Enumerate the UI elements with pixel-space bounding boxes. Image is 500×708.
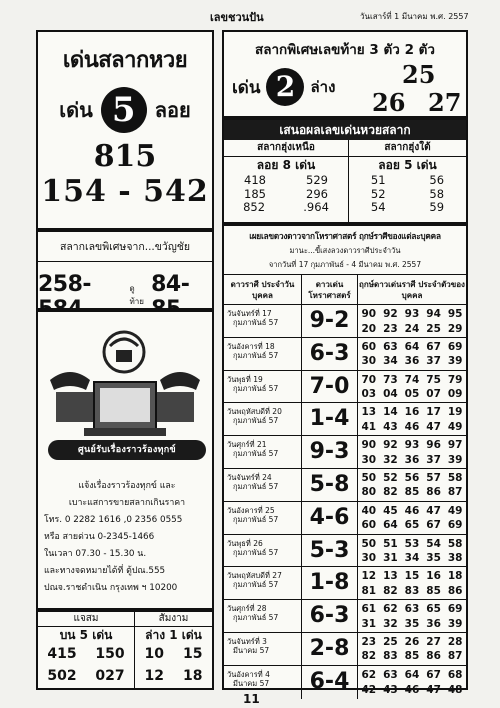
lucky-number: 60 <box>361 519 377 532</box>
lucky-number: 82 <box>383 584 398 597</box>
lucky-number: 35 <box>404 617 420 630</box>
lucky-number: 85 <box>426 584 441 597</box>
horoscope-row <box>224 436 466 469</box>
special-last-digits-box <box>222 30 468 118</box>
lucky-number: 67 <box>426 340 441 353</box>
lucky-number: 03 <box>361 388 377 401</box>
contact-line-4: หรือ สายด่วน 0-2345-1466 <box>44 532 155 542</box>
lucky-number: 82 <box>361 650 377 663</box>
horoscope-subtitle: มานะ...ขี้เสงลวงดาวราศีประจำวัน <box>289 246 401 255</box>
horoscope-row <box>224 403 466 436</box>
lucky-number: 79 <box>447 373 463 386</box>
contact-line-7: ปณจ.ราชดำเนิน กรุงเทพ ฯ 10200 <box>44 583 178 593</box>
lucky-number: 09 <box>447 388 463 401</box>
horoscope-day-month: กุมภาพันธ์ 57 <box>233 449 279 459</box>
lucky-number: 93 <box>404 308 420 320</box>
den-digit: 5 <box>111 90 136 130</box>
lucky-number: 29 <box>447 322 463 335</box>
jaesom-r1c2: 150 <box>95 646 125 662</box>
horoscope-day-name: วันจันทร์ที่ 17 <box>227 309 272 318</box>
horoscope-lucky-numbers <box>358 403 466 435</box>
lucky-number: 56 <box>404 471 420 484</box>
lucky-number: 68 <box>447 668 463 681</box>
lucky-number: 81 <box>361 584 377 597</box>
horoscope-day-name: วันพฤหัสบดีที่ 27 <box>227 571 282 581</box>
lucky-number: 54 <box>426 537 441 550</box>
horoscope-day <box>224 305 302 337</box>
lucky-number: 18 <box>447 570 463 583</box>
lucky-number: 45 <box>383 504 398 517</box>
somngam-sub: ล่าง 1 เด่น <box>145 628 202 642</box>
somngam-r1c2: 15 <box>183 646 203 662</box>
lucky-number: 46 <box>404 683 420 696</box>
jaesom-column <box>38 612 134 687</box>
jaesom-r2c2: 027 <box>95 668 125 684</box>
north-r2c1: 185 <box>244 186 266 201</box>
lottery-results-banner: เสนอผลเลขเด่นหวยสลาก <box>224 120 466 140</box>
north-r1c2: 529 <box>306 173 328 187</box>
lucky-number: 85 <box>404 650 420 663</box>
horoscope-star-pair: 2-8 <box>302 633 358 665</box>
lucky-number: 86 <box>447 584 463 597</box>
lucky-number: 13 <box>383 570 398 583</box>
south-r2c1: 52 <box>370 186 386 201</box>
north-r3c1: 852 <box>243 200 266 214</box>
lucky-number: 69 <box>447 603 463 616</box>
horoscope-row <box>224 305 466 338</box>
lucky-number: 51 <box>383 537 398 550</box>
horoscope-star-pair: 5-3 <box>302 535 358 567</box>
lucky-number: 23 <box>361 635 377 648</box>
lucky-number: 48 <box>447 683 463 696</box>
lucky-number: 25 <box>426 322 441 335</box>
lucky-number: 87 <box>447 650 463 663</box>
lucky-number: 70 <box>361 373 377 386</box>
lucky-number: 82 <box>383 486 398 499</box>
lucky-number: 96 <box>426 439 441 452</box>
horoscope-day-month: กุมภาพันธ์ 57 <box>233 318 279 327</box>
lucky-number: 36 <box>404 355 420 368</box>
horoscope-day-month: กุมภาพันธ์ 57 <box>233 613 279 623</box>
horoscope-day-month: มีนาคม 57 <box>233 678 270 688</box>
horoscope-day <box>224 502 302 534</box>
horoscope-star-pair: 5-8 <box>302 469 358 501</box>
horoscope-star-pair: 6-3 <box>302 600 358 632</box>
lucky-number: 31 <box>361 617 377 630</box>
horoscope-day-month: กุมภาพันธ์ 57 <box>233 580 279 590</box>
lucky-number: 15 <box>404 570 420 583</box>
jaesom-title: แจสม <box>38 612 134 627</box>
horoscope-day-month: กุมภาพันธ์ 57 <box>233 547 279 557</box>
somngam-title: สัมงาม <box>135 612 212 627</box>
lucky-number: 42 <box>361 683 377 696</box>
lucky-number: 19 <box>447 406 463 419</box>
pair-numbers: 154 - 542 <box>41 174 209 209</box>
lucky-number: 39 <box>447 355 463 368</box>
lucky-number: 83 <box>404 584 420 597</box>
horoscope-row <box>224 666 466 699</box>
lucky-number: 57 <box>426 471 441 484</box>
horoscope-day <box>224 436 302 468</box>
lucky-number: 31 <box>383 552 398 565</box>
somngam-r2c1: 12 <box>144 668 164 684</box>
lucky-number: 65 <box>426 603 441 616</box>
lucky-number: 34 <box>383 355 398 368</box>
lucky-number: 04 <box>383 388 398 401</box>
contact-line-6: และทางจดหมายได้ที่ ตู้ปณ.555 <box>44 566 166 576</box>
publication-title: เลขชวนปัน <box>210 11 264 24</box>
lower-number-1: 25 <box>402 60 436 89</box>
contact-line-1: แจ้งเรื่องราวร้องทุกข์ และ <box>78 481 176 491</box>
horoscope-day <box>224 371 302 403</box>
right-den-digit: 2 <box>275 70 296 103</box>
south-lottery-column <box>349 140 466 215</box>
lucky-number: 41 <box>361 420 377 433</box>
lucky-number: 47 <box>426 504 441 517</box>
south-r2c2: 58 <box>429 186 445 201</box>
lucky-number: 65 <box>404 519 420 532</box>
telephone-computer-icon <box>44 320 206 458</box>
horoscope-day-month: กุมภาพันธ์ 57 <box>233 481 279 491</box>
lottery-highlight-title: เด่นสลากหวย <box>62 48 188 73</box>
horoscope-row <box>224 338 466 371</box>
lucky-number: 25 <box>383 635 398 648</box>
lucky-number: 13 <box>361 406 377 419</box>
page-number: 11 <box>243 692 260 706</box>
special-last-digits-title: สลากพิเศษเลขท้าย 3 ตัว 2 ตัว <box>254 42 436 58</box>
south-lottery-sub: ลอย 5 เด่น <box>378 158 437 172</box>
horoscope-day-name: วันพุธที่ 26 <box>227 538 263 548</box>
tail-label: ดูท้าย <box>129 284 144 306</box>
horoscope-title: เผยเลขดวงดาวจากโหราศาสตร์ ฤกษ์ราศีของแต่ละบุคคล <box>249 231 441 241</box>
lucky-number: 39 <box>447 453 463 466</box>
horoscope-day-name: วันศุกร์ที่ 21 <box>227 440 267 450</box>
lucky-number: 74 <box>404 373 420 386</box>
lucky-number: 36 <box>404 453 420 466</box>
somngam-r1c1: 10 <box>144 646 164 662</box>
lucky-number: 69 <box>447 519 463 532</box>
lang-label: ล่าง <box>310 78 336 96</box>
lucky-number: 92 <box>383 439 398 452</box>
lucky-number: 58 <box>447 537 463 550</box>
lucky-number: 53 <box>404 537 420 550</box>
lucky-number: 52 <box>383 471 398 484</box>
horoscope-row <box>224 633 466 666</box>
horoscope-day <box>224 666 302 699</box>
lucky-number: 94 <box>426 308 441 320</box>
jaesom-r2c1: 502 <box>47 668 77 684</box>
horoscope-day-name: วันอังคารที่ 18 <box>227 341 275 351</box>
right-den-label: เด่น <box>232 77 261 98</box>
horoscope-rows <box>224 305 466 699</box>
special-kwanchai-title: สลากเลขพิเศษจาก...ขวัญชัย <box>38 238 212 262</box>
lucky-number: 16 <box>404 406 420 419</box>
horoscope-day <box>224 535 302 567</box>
horoscope-day-name: วันศุกร์ที่ 28 <box>227 604 267 614</box>
loi-label: ลอย <box>154 98 191 122</box>
horoscope-star-pair: 9-2 <box>302 305 358 337</box>
horoscope-table-box <box>222 224 468 696</box>
horoscope-lucky-numbers <box>358 305 466 337</box>
lucky-number: 63 <box>383 340 398 353</box>
lucky-number: 24 <box>404 322 420 335</box>
lucky-number: 86 <box>426 650 441 663</box>
lucky-number: 23 <box>383 322 398 335</box>
lucky-number: 32 <box>383 617 398 630</box>
lucky-number: 27 <box>426 635 441 648</box>
lucky-number: 46 <box>404 504 420 517</box>
horoscope-star-pair: 6-4 <box>302 666 358 699</box>
horoscope-row <box>224 567 466 600</box>
horoscope-lucky-numbers <box>358 338 466 370</box>
lucky-number: 92 <box>383 308 398 320</box>
bottom-left-numbers-box <box>36 610 214 690</box>
lucky-number: 63 <box>404 603 420 616</box>
lucky-number: 64 <box>404 340 420 353</box>
lucky-number: 49 <box>447 420 463 433</box>
contact-line-3: โทร. 0 2282 1616 ,0 2356 0555 <box>44 515 183 525</box>
lucky-number: 80 <box>361 486 377 499</box>
lucky-number: 64 <box>383 519 398 532</box>
horoscope-day-name: วันจันทร์ที่ 24 <box>227 472 272 482</box>
lucky-number: 50 <box>361 471 377 484</box>
col-header-day: ดาวราศี ประจำวันบุคคล <box>224 275 302 304</box>
lucky-number: 67 <box>426 668 441 681</box>
lucky-number: 40 <box>361 504 377 517</box>
contact-line-2: เบาะแสการขายสลากเกินราคา <box>68 498 186 508</box>
lucky-number: 83 <box>383 650 398 663</box>
lucky-number: 49 <box>447 504 463 517</box>
lucky-number: 37 <box>426 453 441 466</box>
horoscope-star-pair: 7-0 <box>302 371 358 403</box>
horoscope-lucky-numbers <box>358 371 466 403</box>
horoscope-date-range: จากวันที่ 17 กุมภาพันธ์ - 4 มีนาคม พ.ศ. 2557 <box>224 259 466 275</box>
complaint-center-banner: ศูนย์รับเรื่องราวร้องทุกข์ <box>48 440 206 460</box>
horoscope-lucky-numbers <box>358 633 466 665</box>
lucky-number: 43 <box>383 683 398 696</box>
contact-line-5: ในเวลา 07.30 - 15.30 น. <box>44 549 147 559</box>
horoscope-day-name: วันจันทร์ที่ 3 <box>227 636 267 646</box>
horoscope-star-pair: 1-8 <box>302 567 358 599</box>
south-lottery-title: สลากฮุ่งใต้ <box>349 140 466 157</box>
lucky-number: 39 <box>447 617 463 630</box>
horoscope-row <box>224 469 466 502</box>
lucky-number: 43 <box>383 420 398 433</box>
den-label: เด่น <box>59 98 93 122</box>
somngam-column <box>135 612 212 687</box>
horoscope-day-name: วันอังคารที่ 25 <box>227 505 275 515</box>
lucky-number: 35 <box>426 552 441 565</box>
horoscope-day-name: วันพุธที่ 19 <box>227 374 263 384</box>
horoscope-lucky-numbers <box>358 469 466 501</box>
lucky-number: 34 <box>404 552 420 565</box>
lucky-number: 26 <box>404 635 420 648</box>
horoscope-star-pair: 9-3 <box>302 436 358 468</box>
horoscope-lucky-numbers <box>358 535 466 567</box>
lucky-number: 37 <box>426 355 441 368</box>
lucky-number: 20 <box>361 322 377 335</box>
lucky-number: 17 <box>426 406 441 419</box>
lower-number-3: 27 <box>428 88 462 117</box>
lucky-number: 87 <box>447 486 463 499</box>
lucky-number: 86 <box>426 486 441 499</box>
lucky-number: 46 <box>404 420 420 433</box>
lucky-number: 58 <box>447 471 463 484</box>
lucky-number: 12 <box>361 570 377 583</box>
jaesom-sub: บน 5 เด่น <box>59 628 113 642</box>
lucky-number: 16 <box>426 570 441 583</box>
south-r3c2: 59 <box>429 200 445 214</box>
lucky-number: 47 <box>426 420 441 433</box>
lucky-number: 73 <box>383 373 398 386</box>
lottery-highlight-box <box>36 30 214 230</box>
lucky-number: 30 <box>361 355 377 368</box>
horoscope-star-pair: 4-6 <box>302 502 358 534</box>
horoscope-star-pair: 1-4 <box>302 403 358 435</box>
horoscope-star-pair: 6-3 <box>302 338 358 370</box>
den-digit-circle <box>101 87 147 133</box>
lucky-number: 61 <box>361 603 377 616</box>
lucky-number: 30 <box>361 453 377 466</box>
south-r1c2: 56 <box>429 173 445 187</box>
lucky-number: 30 <box>361 552 377 565</box>
three-digit-number: 815 <box>93 139 157 174</box>
horoscope-header-row <box>224 275 466 305</box>
horoscope-lucky-numbers <box>358 666 466 699</box>
lucky-number: 95 <box>447 308 463 320</box>
lucky-number: 50 <box>361 537 377 550</box>
lucky-number: 32 <box>383 453 398 466</box>
lucky-number: 64 <box>404 668 420 681</box>
lucky-number: 85 <box>404 486 420 499</box>
horoscope-day-month: กุมภาพันธ์ 57 <box>233 514 279 524</box>
horoscope-row <box>224 600 466 633</box>
lucky-number: 07 <box>426 388 441 401</box>
complaint-center-advert <box>36 310 214 610</box>
lucky-number: 62 <box>361 668 377 681</box>
north-r3c2: .964 <box>303 200 329 214</box>
right-den-circle <box>266 68 304 106</box>
lucky-number: 28 <box>447 635 463 648</box>
lottery-results-box <box>222 118 468 224</box>
col-header-lucky: ฤกษ์ดาวเด่นราศี ประจำตัวของบุคคล <box>359 280 465 300</box>
issue-date: วันเสาร์ที่ 1 มีนาคม พ.ศ. 2557 <box>360 12 469 21</box>
horoscope-day-name: วันอังคารที่ 4 <box>227 669 270 679</box>
north-lottery-sub: ลอย 8 เด่น <box>256 158 316 172</box>
horoscope-day-name: วันพฤหัสบดีที่ 20 <box>227 407 282 417</box>
horoscope-day <box>224 338 302 370</box>
horoscope-day-month: มีนาคม 57 <box>233 645 270 655</box>
lucky-number: 63 <box>383 668 398 681</box>
page-header <box>0 0 500 24</box>
special-kwanchai-box <box>36 230 214 310</box>
horoscope-day <box>224 403 302 435</box>
north-r1c1: 418 <box>244 173 266 187</box>
horoscope-row <box>224 535 466 568</box>
lucky-number: 90 <box>361 308 377 320</box>
horoscope-day <box>224 469 302 501</box>
horoscope-lucky-numbers <box>358 600 466 632</box>
horoscope-lucky-numbers <box>358 502 466 534</box>
lower-number-2: 26 <box>372 88 406 117</box>
horoscope-day-month: กุมภาพันธ์ 57 <box>233 383 279 393</box>
lucky-number: 69 <box>447 340 463 353</box>
lucky-number: 75 <box>426 373 441 386</box>
lucky-number: 47 <box>426 683 441 696</box>
north-r2c2: 296 <box>306 186 328 201</box>
horoscope-day <box>224 633 302 665</box>
south-r3c1: 54 <box>370 200 386 214</box>
horoscope-day <box>224 567 302 599</box>
lucky-number: 62 <box>383 603 398 616</box>
complaint-contact-lines <box>44 478 210 597</box>
tail-value: 84- <box>151 272 190 297</box>
somngam-r2c2: 18 <box>183 668 203 684</box>
jaesom-r1c1: 415 <box>47 646 77 662</box>
lucky-number: 36 <box>426 617 441 630</box>
horoscope-day <box>224 600 302 632</box>
horoscope-day-month: กุมภาพันธ์ 57 <box>233 350 279 360</box>
lucky-number: 05 <box>404 388 420 401</box>
lucky-number: 67 <box>426 519 441 532</box>
lucky-number: 93 <box>404 439 420 452</box>
north-lottery-column <box>224 140 348 215</box>
col-header-star: ดาวเด่น โหราศาสตร์ <box>302 275 358 304</box>
lucky-number: 38 <box>447 552 463 565</box>
lucky-number: 14 <box>383 406 398 419</box>
horoscope-day-month: กุมภาพันธ์ 57 <box>233 416 279 426</box>
horoscope-lucky-numbers <box>358 436 466 468</box>
lucky-number: 90 <box>361 439 377 452</box>
horoscope-row <box>224 371 466 404</box>
lucky-number: 60 <box>361 340 377 353</box>
horoscope-row <box>224 502 466 535</box>
lucky-number: 97 <box>447 439 463 452</box>
south-r1c1: 51 <box>370 173 386 187</box>
special-main-number: 258- <box>38 272 92 297</box>
horoscope-lucky-numbers <box>358 567 466 599</box>
complaint-center-illustration <box>44 320 206 458</box>
north-lottery-title: สลากฮุ่งเหนือ <box>224 140 348 157</box>
